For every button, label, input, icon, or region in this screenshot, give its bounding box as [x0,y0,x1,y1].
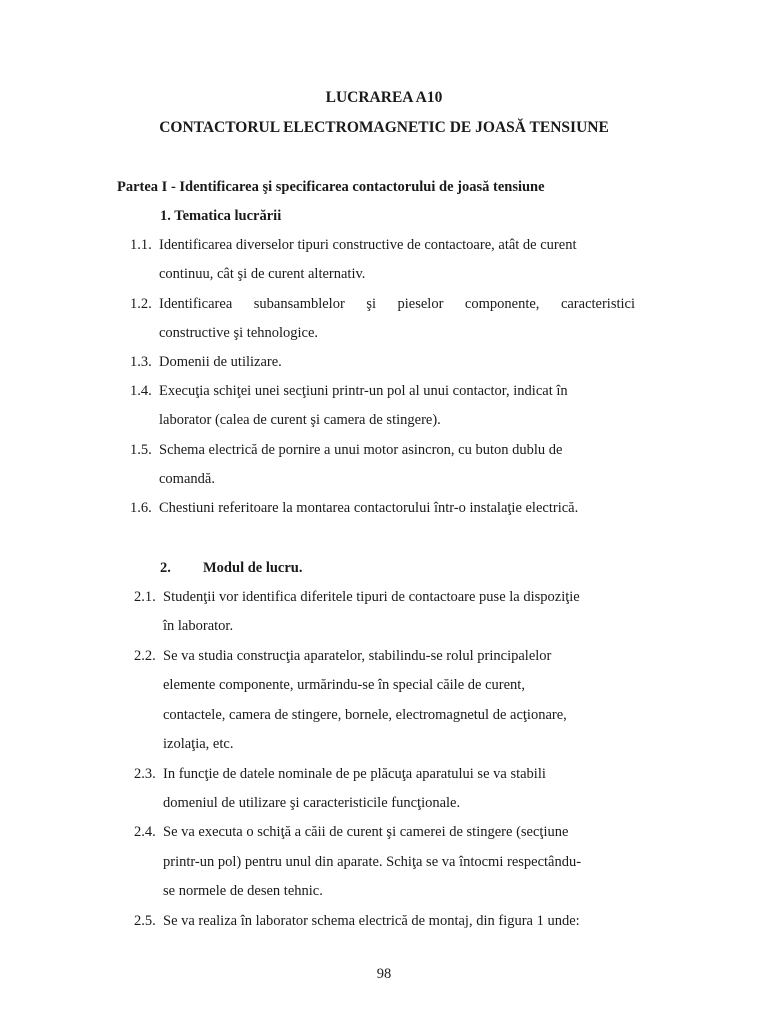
document-subtitle: CONTACTORUL ELECTROMAGNETIC DE JOASĂ TENSIUNE [159,119,609,136]
word: şi [366,296,376,312]
item-number: 2.5. [134,913,156,929]
item-text-line: Chestiuni referitoare la montarea contactorului într-o instalaţie electrică. [159,500,579,516]
item-number: 2.4. [134,824,156,840]
item-text-line [159,294,635,314]
part-heading: Partea I - Identificarea şi specificarea contactorului de joasă tensiune [117,179,545,195]
item-text-line: In funcţie de datele nominale de pe plăcuţa aparatului se va stabili [163,766,546,782]
item-text-line: Identificarea diverselor tipuri constructive de contactoare, atât de curent [159,237,577,253]
item-text-line: se normele de desen tehnic. [163,883,323,899]
item-text-line: laborator (calea de curent şi camera de stingere). [159,412,441,428]
item-text-line: constructive şi tehnologice. [159,325,319,341]
page-number: 98 [376,966,392,982]
item-number: 1.4. [130,383,152,399]
word: componente, [464,296,540,312]
item-number: 1.3. [130,354,152,370]
section-2-number: 2. [160,560,171,576]
section-2-title: Modul de lucru. [203,560,303,576]
item-text-line: Domenii de utilizare. [159,354,282,370]
item-number: 1.2. [130,296,152,312]
item-text-line: Se va realiza în laborator schema electrică de montaj, din figura 1 unde: [163,913,580,929]
word: subansamblelor [253,296,345,312]
word: caracteristici [560,296,635,312]
item-number: 1.5. [130,442,152,458]
item-text-line: Execuţia schiţei unei secţiuni printr-un pol al unui contactor, indicat în [159,383,568,399]
item-text-line: în laborator. [163,618,234,634]
item-text-line: izolaţia, etc. [163,736,234,752]
item-text-line: Studenţii vor identifica diferitele tipuri de contactoare puse la dispoziţie [163,589,580,605]
item-text-line: printr-un pol) pentru unul din aparate. Schiţa se va întocmi respectându- [163,854,582,870]
item-text-line: elemente componente, urmărindu-se în special căile de curent, [163,677,525,693]
item-text-line: Se va executa o schiţă a căii de curent şi camerei de stingere (secţiune [163,824,569,840]
item-number: 1.1. [130,237,152,253]
item-number: 1.6. [130,500,152,516]
section-1-heading: 1. Tematica lucrării [160,208,282,224]
word: pieselor [397,296,444,312]
word: Identificarea [159,296,233,312]
item-text-line: domeniul de utilizare şi caracteristicile funcţionale. [163,795,461,811]
item-text-line: contactele, camera de stingere, bornele, electromagnetul de acţionare, [163,707,567,723]
item-text-line: comandă. [159,471,215,487]
item-text-line: Se va studia construcţia aparatelor, stabilindu-se rolul principalelor [163,648,552,664]
item-number: 2.2. [134,648,156,664]
item-text-line: continuu, cât şi de curent alternativ. [159,266,366,282]
item-number: 2.1. [134,589,156,605]
item-text-line: Schema electrică de pornire a unui motor asincron, cu buton dublu de [159,442,563,458]
item-number: 2.3. [134,766,156,782]
document-title: LUCRAREA A10 [325,89,443,106]
